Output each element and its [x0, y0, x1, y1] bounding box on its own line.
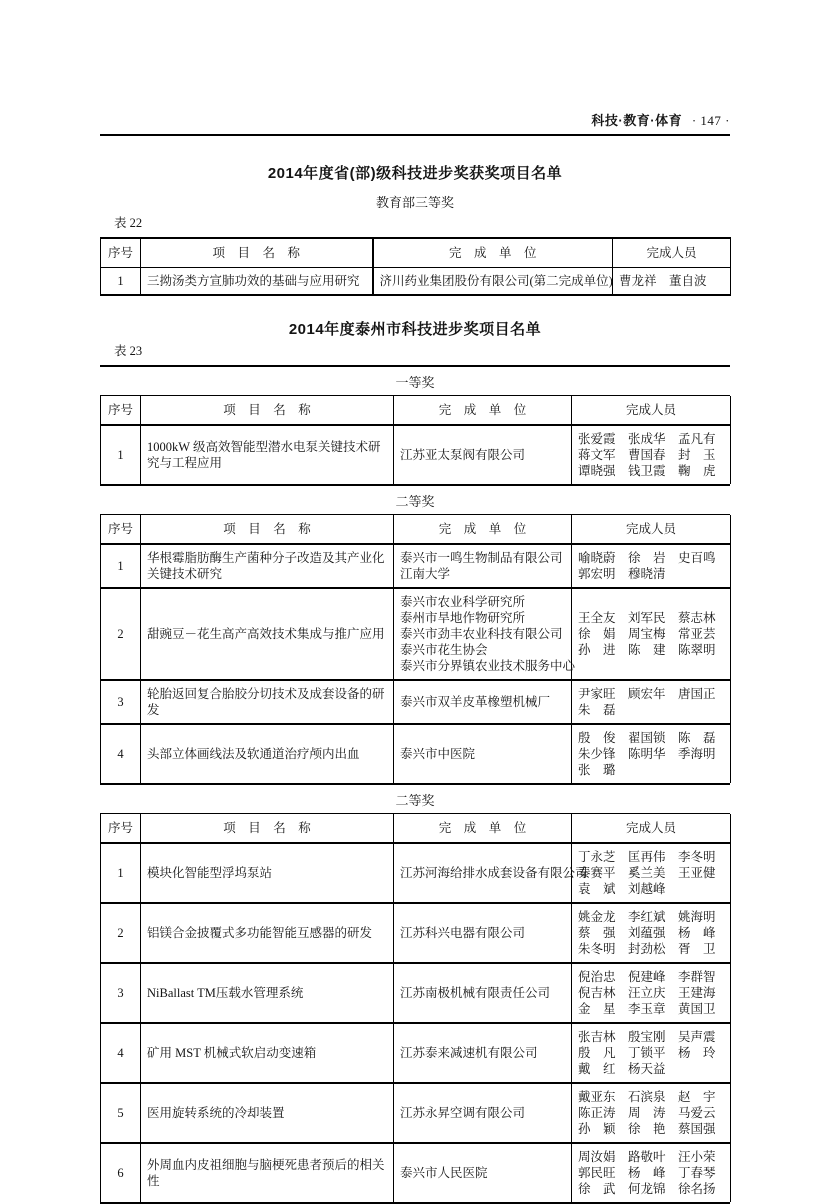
- people-line: 王全友 刘军民 蔡志林: [578, 611, 716, 625]
- completing-people-cell: [572, 1143, 731, 1202]
- table-row: [101, 963, 731, 1023]
- unit-line: 江苏亚太泵阀有限公司: [400, 448, 526, 462]
- people-line: 蒋文军 曹国春 封 玉: [578, 448, 716, 462]
- people-line: 郭民旺 杨 峰 丁春琴: [578, 1166, 716, 1180]
- column-header: 完成人员: [572, 814, 731, 843]
- award-banner: 一等奖: [100, 365, 730, 396]
- people-line: 倪吉林 汪立庆 王建海: [578, 986, 716, 1000]
- unit-line: 江南大学: [400, 567, 451, 581]
- project-name-cell: 甜豌豆－花生高产高效技术集成与推广应用: [141, 588, 394, 680]
- header-rule: [100, 134, 730, 136]
- column-header: 完 成 单 位: [394, 396, 572, 425]
- award-table-2: [100, 814, 731, 1202]
- unit-line: 泰州市旱地作物研究所: [400, 611, 526, 625]
- table-row: [101, 843, 731, 903]
- table-row: [101, 724, 731, 783]
- unit-line: 江苏河海给排水成套设备有限公司: [400, 866, 588, 880]
- row-number-cell: 3: [101, 680, 141, 724]
- row-number-cell: 1: [101, 843, 141, 903]
- table-row: [101, 680, 731, 724]
- project-name-cell: 头部立体画线法及软通道治疗颅内出血: [141, 724, 394, 783]
- completing-units-cell: [394, 1143, 572, 1202]
- people-line: 徐 娟 周宝梅 常亚芸: [578, 627, 716, 641]
- table-row: [101, 903, 731, 963]
- completing-units-cell: [394, 544, 572, 588]
- running-header-page-number: · 147 ·: [691, 113, 730, 128]
- section2-title: 2014年度泰州市科技进步奖项目名单: [288, 321, 542, 338]
- completing-people-cell: [572, 680, 731, 724]
- award-banner: 二等奖: [100, 783, 730, 814]
- people-line: 陈正涛 周 涛 马爱云: [578, 1106, 716, 1120]
- people-line: 尹家旺 顾宏年 唐国正: [578, 687, 716, 701]
- column-header: 完 成 单 位: [373, 238, 613, 268]
- people-line: 秦赛平 奚兰美 王亚健: [578, 866, 716, 880]
- unit-line: 泰兴市分界镇农业技术服务中心: [400, 659, 576, 673]
- completing-people-cell: [572, 724, 731, 783]
- column-header: 完成人员: [613, 238, 731, 268]
- completing-units-cell: [394, 903, 572, 963]
- column-header: 序号: [101, 515, 141, 544]
- people-line: 张 璐: [578, 763, 616, 777]
- table-22: [100, 237, 731, 296]
- unit-line: 泰兴市劲丰农业科技有限公司: [400, 627, 563, 641]
- people-line: 张爱霞 张成华 孟凡有: [578, 432, 716, 446]
- column-header: 项 目 名 称: [141, 515, 394, 544]
- table23-label: 表 23: [114, 344, 143, 358]
- people-line: 朱冬明 封劲松 胥 卫: [578, 942, 716, 956]
- completing-units-cell: [394, 588, 576, 680]
- completing-people-cell: [572, 1083, 731, 1143]
- row-number-cell: 2: [101, 903, 141, 963]
- table-header-row: [101, 238, 731, 268]
- section1-title: 2014年度省(部)级科技进步奖获奖项目名单: [267, 165, 563, 182]
- people-line: 姚金龙 李红斌 姚海明: [578, 910, 716, 924]
- row-number-cell: 3: [101, 963, 141, 1023]
- completing-people-cell: [613, 268, 731, 296]
- people-line: 朱少锋 陈明华 季海明: [578, 747, 716, 761]
- running-header-section: 科技·教育·体育: [591, 113, 683, 128]
- project-name-cell: 铝镁合金披覆式多功能智能互感器的研发: [141, 903, 394, 963]
- unit-line: 江苏南极机械有限责任公司: [400, 986, 551, 1000]
- table-row: [101, 544, 731, 588]
- column-header: 序号: [101, 238, 141, 268]
- row-number-cell: 1: [101, 544, 141, 588]
- people-line: 徐 武 何龙锦 徐名扬: [578, 1182, 716, 1196]
- completing-people-cell: [572, 1023, 731, 1083]
- row-number-cell: 5: [101, 1083, 141, 1143]
- completing-people-cell: [572, 843, 731, 903]
- unit-line: 济川药业集团股份有限公司(第二完成单位): [379, 274, 613, 288]
- column-header: 序号: [101, 814, 141, 843]
- people-line: 朱 磊: [578, 703, 616, 717]
- table22-label: 表 22: [114, 216, 143, 230]
- completing-people-cell: [572, 963, 731, 1023]
- column-header: 完 成 单 位: [394, 814, 572, 843]
- column-header: 序号: [101, 396, 141, 425]
- award-table-1: [100, 515, 731, 783]
- row-number-cell: 1: [101, 425, 141, 484]
- completing-units-cell: [394, 843, 588, 903]
- document-page: [100, 0, 730, 1204]
- row-number-cell: 6: [101, 1143, 141, 1202]
- column-header: 完成人员: [572, 396, 731, 425]
- people-line: 孙 颖 徐 艳 蔡国强: [578, 1122, 716, 1136]
- people-line: 丁永芝 匡再伟 李冬明: [578, 850, 716, 864]
- unit-line: 江苏永昇空调有限公司: [400, 1106, 526, 1120]
- column-header: 项 目 名 称: [141, 814, 394, 843]
- completing-units-cell: [394, 1023, 572, 1083]
- unit-line: 泰兴市农业科学研究所: [400, 595, 526, 609]
- completing-people-cell: [572, 544, 731, 588]
- table-row: [101, 588, 731, 680]
- project-name-cell: 外周血内皮祖细胞与脑梗死患者预后的相关性: [141, 1143, 394, 1202]
- people-line: 郭宏明 穆晓清: [578, 567, 666, 581]
- people-line: 喻晓蔚 徐 岩 史百鸣: [578, 551, 716, 565]
- unit-line: 泰兴市一鸣生物制品有限公司: [400, 551, 563, 565]
- award-banner: 二等奖: [100, 484, 730, 515]
- people-line: 蔡 强 刘蕴强 杨 峰: [578, 926, 716, 940]
- completing-people-cell: [572, 903, 731, 963]
- unit-line: 泰兴市双羊皮革橡塑机械厂: [400, 695, 551, 709]
- people-line: 孙 进 陈 建 陈翠明: [578, 643, 716, 657]
- completing-people-cell: [572, 425, 731, 484]
- completing-units-cell: [394, 680, 572, 724]
- completing-units-cell: [394, 963, 572, 1023]
- people-line: 谭晓强 钱卫霞 鞠 虎: [578, 464, 716, 478]
- people-line: 曹龙祥 董自波: [619, 274, 707, 288]
- row-number-cell: 2: [101, 588, 141, 680]
- people-line: 袁 斌 刘越峰: [578, 882, 666, 896]
- project-name-cell: 轮胎返回复合胎胶分切技术及成套设备的研发: [141, 680, 394, 724]
- people-line: 金 星 李玉章 黄国卫: [578, 1002, 716, 1016]
- people-line: 倪治忠 倪建峰 李群智: [578, 970, 716, 984]
- table-header-row: [101, 515, 731, 544]
- people-line: 周汝娟 路敬叶 汪小荣: [578, 1150, 716, 1164]
- table23-container: [100, 365, 730, 1204]
- table-row: [101, 268, 731, 296]
- people-line: 戴亚东 石滨泉 赵 宇: [578, 1090, 716, 1104]
- people-line: 戴 红 杨天益: [578, 1062, 666, 1076]
- table-row: [101, 1023, 731, 1083]
- table-header-row: [101, 396, 731, 425]
- unit-line: 泰兴市人民医院: [400, 1166, 488, 1180]
- completing-units-cell: [394, 425, 572, 484]
- column-header: 项 目 名 称: [141, 238, 373, 268]
- completing-units-cell: [394, 1083, 572, 1143]
- project-name-cell: 模块化智能型浮坞泵站: [141, 843, 394, 903]
- table-row: [101, 425, 731, 484]
- table22-container: [100, 237, 730, 296]
- column-header: 完 成 单 位: [394, 515, 572, 544]
- people-line: 殷 凡 丁锁平 杨 玲: [578, 1046, 716, 1060]
- unit-line: 泰兴市中医院: [400, 747, 476, 761]
- project-name-cell: 1000kW 级高效智能型潜水电泵关键技术研究与工程应用: [141, 425, 394, 484]
- completing-units-cell: [394, 724, 572, 783]
- unit-line: 江苏泰来减速机有限公司: [400, 1046, 538, 1060]
- project-name-cell: 华根霉脂肪酶生产菌种分子改造及其产业化关键技术研究: [141, 544, 394, 588]
- column-header: 完成人员: [572, 515, 731, 544]
- row-number-cell: 1: [101, 268, 141, 296]
- completing-people-cell: [572, 588, 731, 680]
- project-name-cell: 矿用 MST 机械式软启动变速箱: [141, 1023, 394, 1083]
- unit-line: 泰兴市花生协会: [400, 643, 488, 657]
- row-number-cell: 4: [101, 724, 141, 783]
- project-name-cell: 医用旋转系统的冷却装置: [141, 1083, 394, 1143]
- people-line: 张吉林 殷宝刚 吴声震: [578, 1030, 716, 1044]
- unit-line: 江苏科兴电器有限公司: [400, 926, 526, 940]
- row-number-cell: 4: [101, 1023, 141, 1083]
- running-header: [100, 110, 730, 129]
- table-row: [101, 1143, 731, 1202]
- completing-units-cell: [373, 268, 613, 296]
- table-row: [101, 1083, 731, 1143]
- table-header-row: [101, 814, 731, 843]
- project-name-cell: NiBallast TM压载水管理系统: [141, 963, 394, 1023]
- project-name-cell: 三拗汤类方宣肺功效的基础与应用研究: [141, 268, 373, 296]
- column-header: 项 目 名 称: [141, 396, 394, 425]
- people-line: 殷 俊 翟国锁 陈 磊: [578, 731, 716, 745]
- award-table-0: [100, 396, 731, 484]
- section1-subtitle: 教育部三等奖: [375, 195, 454, 210]
